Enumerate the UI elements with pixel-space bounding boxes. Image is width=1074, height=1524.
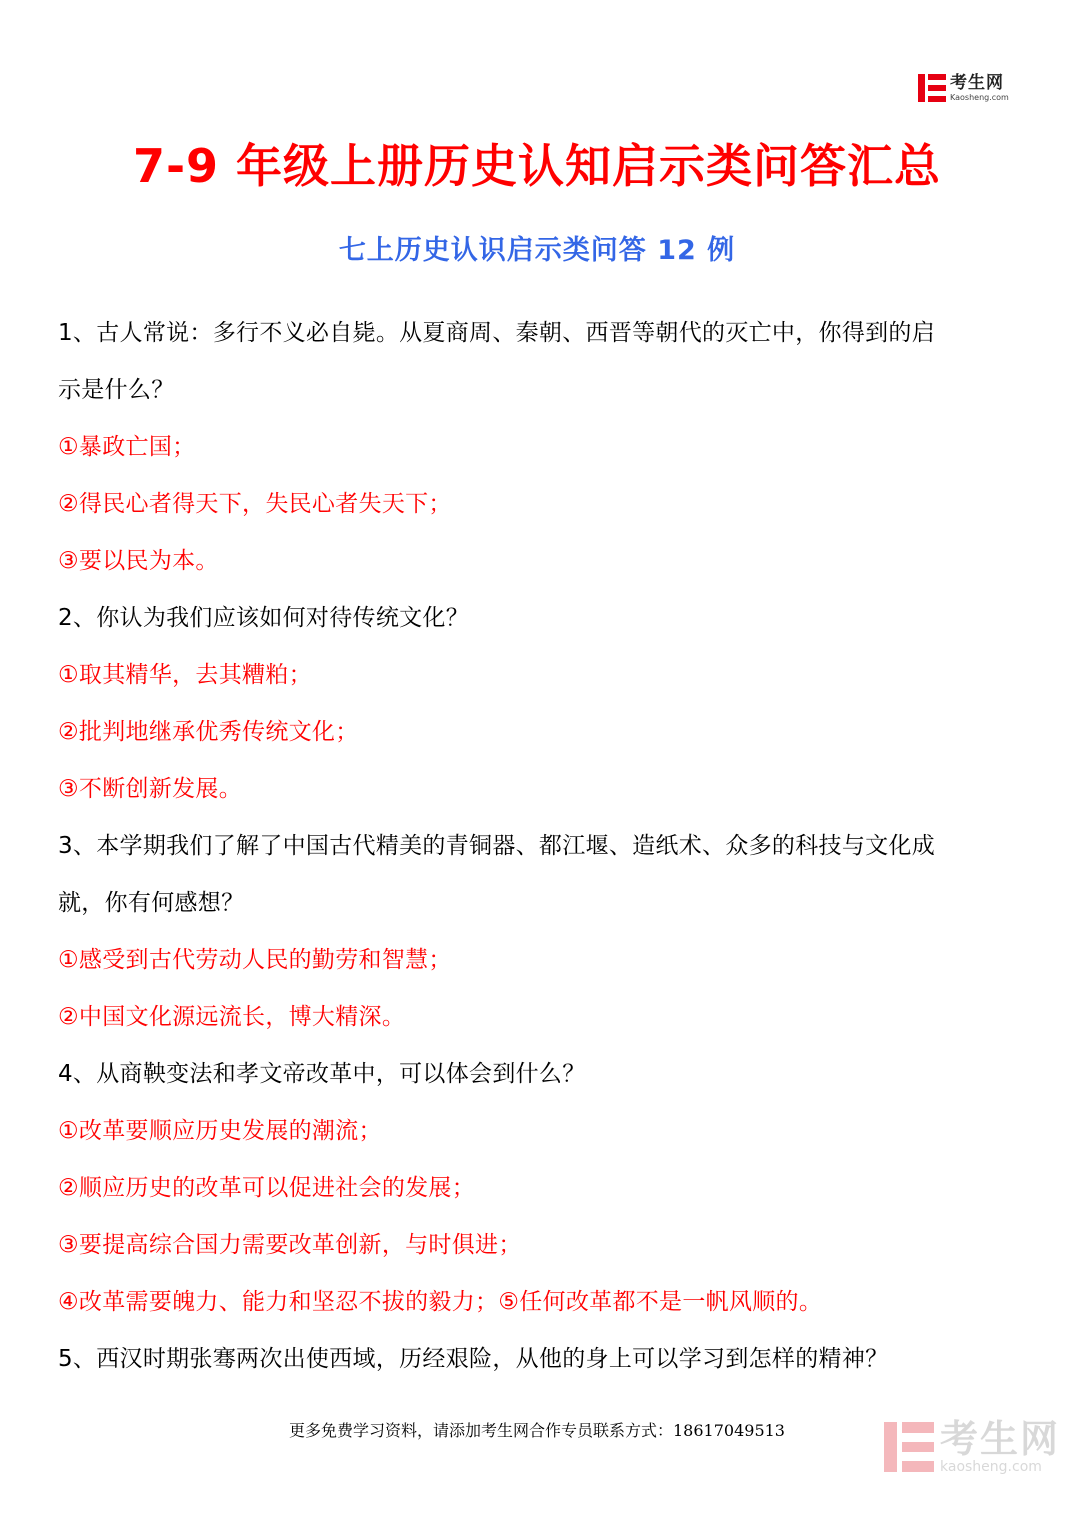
watermark-logo [884, 1417, 1061, 1475]
answer-line: ②批判地继承优秀传统文化； [58, 719, 359, 745]
watermark-brand-cn: 考生网 [940, 1417, 1061, 1461]
answer-line: ③不断创新发展。 [58, 776, 243, 802]
answer-line: ②中国文化源远流长，博大精深。 [58, 1004, 406, 1030]
kaosheng-logo-icon [918, 74, 946, 102]
answer-line: ①改革要顺应历史发展的潮流； [58, 1118, 382, 1144]
answer-line: ①暴政亡国； [58, 434, 196, 460]
question-line: 3、本学期我们了解了中国古代精美的青铜器、都江堰、造纸术、众多的科技与文化成 [58, 833, 936, 859]
kaosheng-watermark-icon [884, 1422, 934, 1472]
question-line: 示是什么？ [58, 377, 175, 403]
answer-line: ①取其精华，去其糟粕； [58, 662, 312, 688]
question-line: 1、古人常说：多行不义必自毙。从夏商周、秦朝、西晋等朝代的灭亡中，你得到的启 [58, 320, 936, 346]
question-line: 就，你有何感想？ [58, 890, 245, 916]
watermark-brand-en: kaosheng.com [940, 1459, 1042, 1475]
answer-line: ②顺应历史的改革可以促进社会的发展； [58, 1175, 476, 1201]
page-title: 7-9 年级上册历史认知启示类问答汇总 [132, 139, 942, 193]
logo-brand-en: Kaosheng.com [950, 92, 1009, 102]
question-line: 2、你认为我们应该如何对待传统文化？ [58, 605, 470, 631]
answer-line: ①感受到古代劳动人民的勤劳和智慧； [58, 947, 452, 973]
answer-line: ④改革需要魄力、能力和坚忍不拔的毅力；⑤任何改革都不是一帆风顺的。 [58, 1289, 823, 1315]
brand-logo [918, 74, 1009, 102]
question-line: 5、西汉时期张骞两次出使西域，历经艰险，从他的身上可以学习到怎样的精神？ [58, 1346, 889, 1372]
answer-line: ③要提高综合国力需要改革创新，与时俱进； [58, 1232, 522, 1258]
qa-content [58, 305, 1022, 1388]
answer-line: ②得民心者得天下，失民心者失天下； [58, 491, 452, 517]
page-subtitle: 七上历史认识启示类问答 12 例 [338, 235, 736, 266]
question-line: 4、从商鞅变法和孝文帝改革中，可以体会到什么？ [58, 1061, 586, 1087]
answer-line: ③要以民为本。 [58, 548, 219, 574]
logo-brand-cn: 考生网 [950, 72, 1004, 93]
footer-contact: 更多免费学习资料，请添加考生网合作专员联系方式：18617049513 [289, 1421, 785, 1440]
